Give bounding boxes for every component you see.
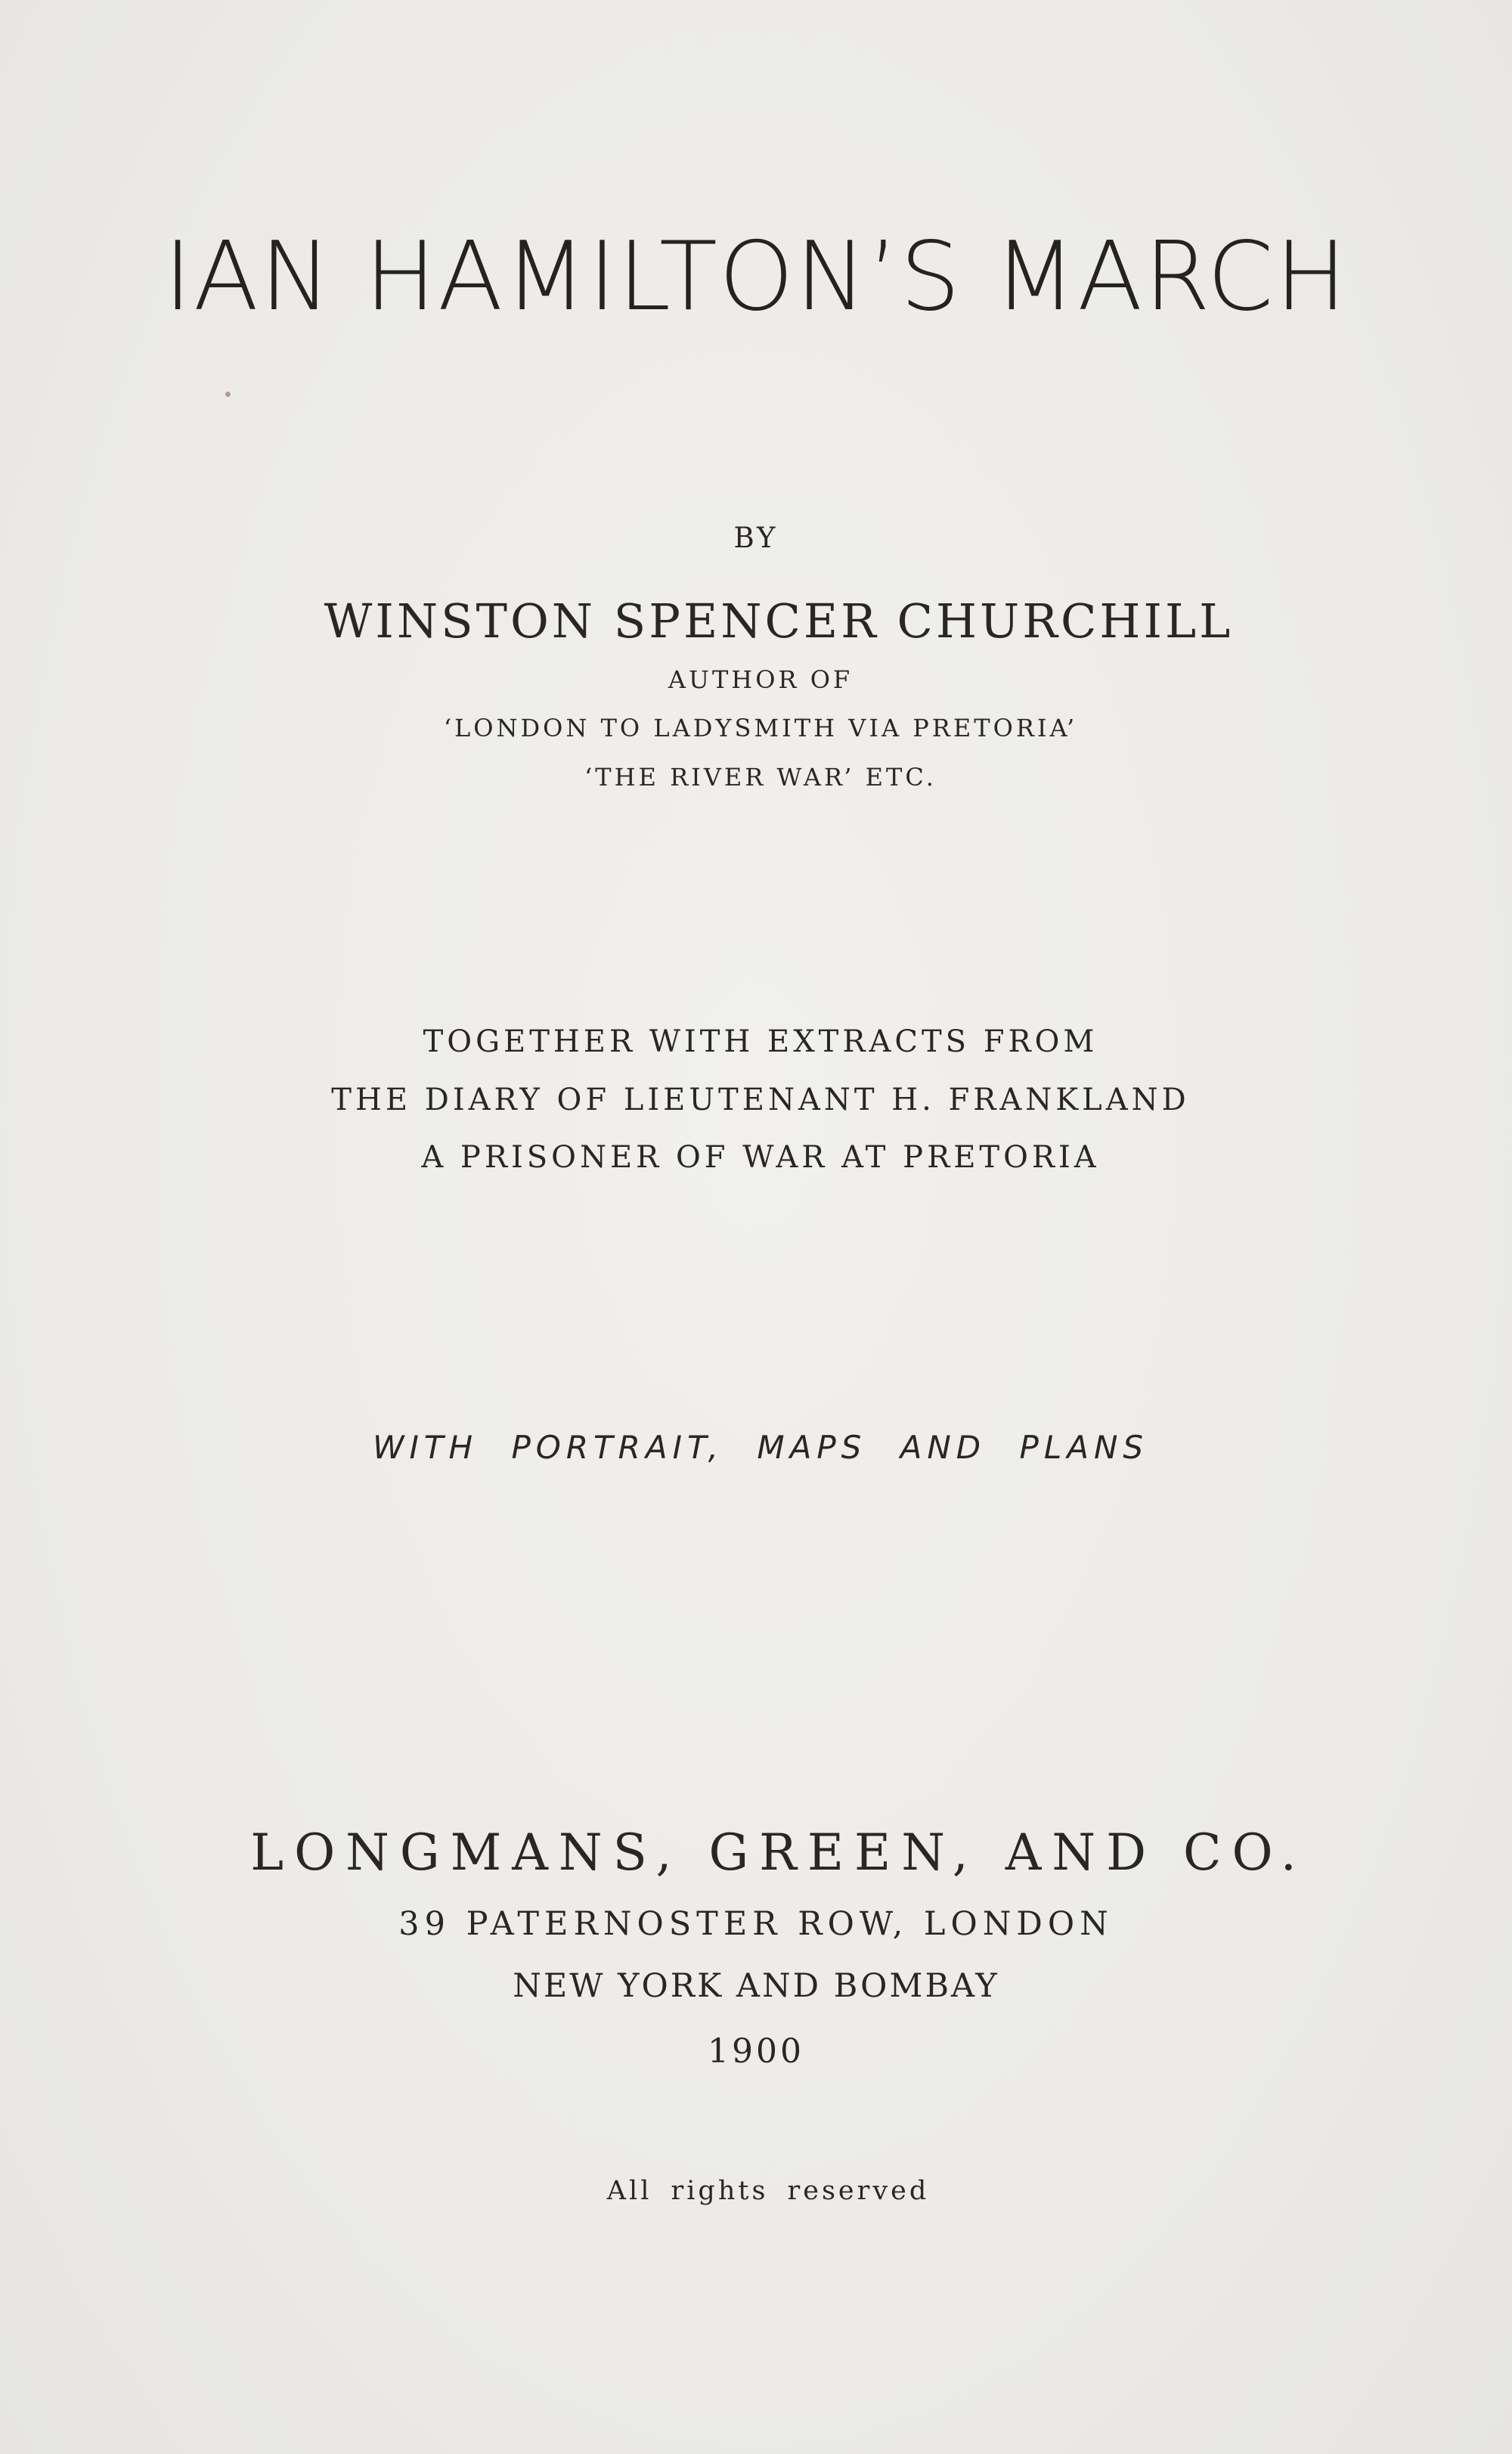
publisher-name: LONGMANS, GREEN, AND CO. (250, 1823, 1307, 1882)
rights-notice: All rights reserved (606, 2176, 930, 2206)
publication-year: 1900 (708, 2032, 804, 2071)
extracts-line-3: A PRISONER OF WAR AT PRETORIA (421, 1140, 1100, 1175)
publisher-cities: NEW YORK AND BOMBAY (513, 1967, 999, 2005)
illustrations-note: WITH PORTRAIT, MAPS AND PLANS (372, 1429, 1149, 1466)
extracts-line-1: TOGETHER WITH EXTRACTS FROM (423, 1024, 1098, 1059)
paper-speck (225, 392, 231, 397)
previous-work-2: ‘THE RIVER WAR’ ETC. (584, 763, 937, 792)
publisher-address: 39 PATERNOSTER ROW, LONDON (398, 1905, 1114, 1943)
by-label: BY (733, 522, 779, 554)
author-of-label: AUTHOR OF (668, 665, 854, 694)
author-name: WINSTON SPENCER CHURCHILL (324, 593, 1234, 649)
extracts-line-2: THE DIARY OF LIEUTENANT H. FRANKLAND (331, 1083, 1190, 1117)
book-title: IAN HAMILTON’S MARCH (163, 221, 1349, 332)
previous-work-1: ‘LONDON TO LADYSMITH VIA PRETORIA’ (443, 714, 1078, 742)
